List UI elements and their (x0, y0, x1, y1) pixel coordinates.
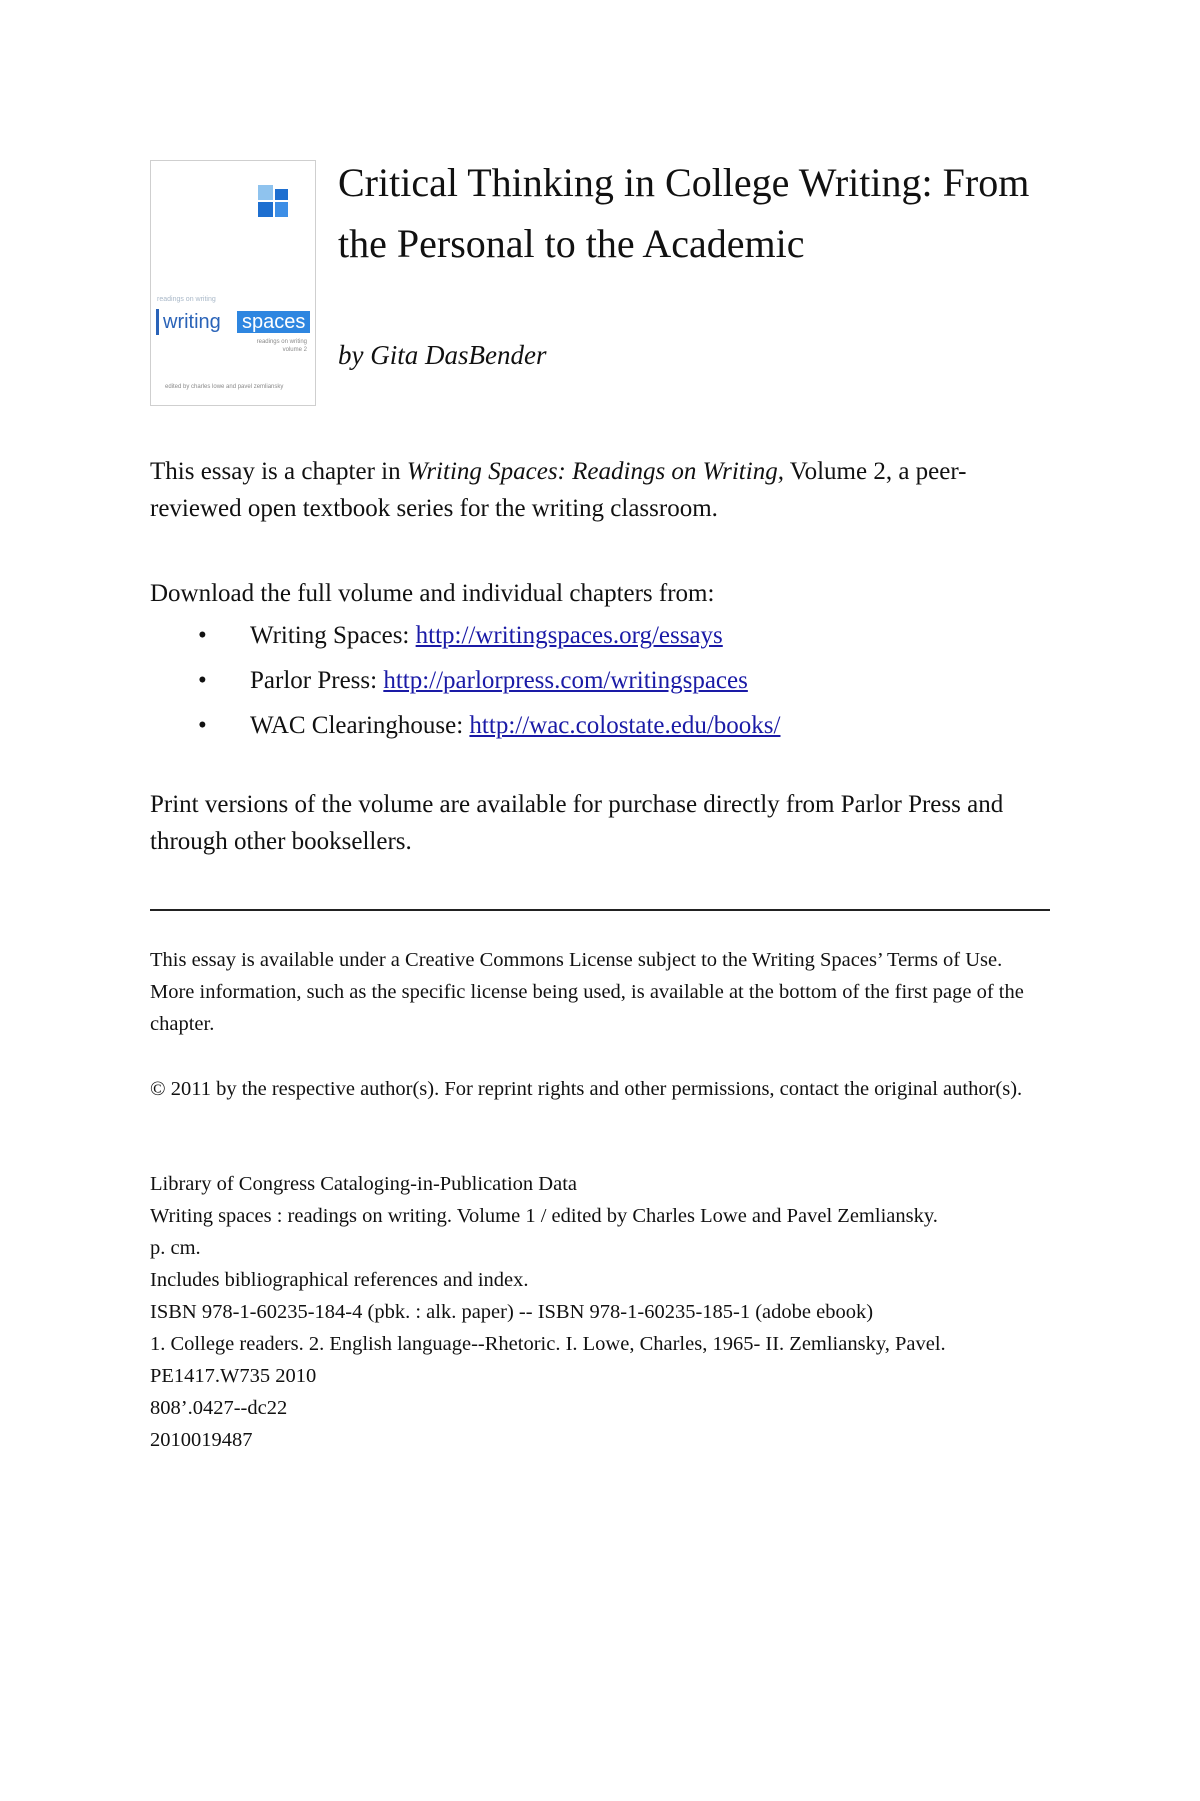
cover-brand-spaces: spaces (237, 311, 310, 333)
document-title: Critical Thinking in College Writing: From the Personal to the Academic (338, 160, 1030, 266)
cip-line: Writing spaces : readings on writing. Volume 1 / edited by Charles Lowe and Pavel Zemliansky. (150, 1205, 938, 1227)
cip-line: ISBN 978-1-60235-184-4 (pbk. : alk. paper) -- ISBN 978-1-60235-185-1 (adobe ebook) (150, 1301, 874, 1323)
cover-volume: volume 2 (282, 347, 307, 353)
cover-brand (151, 309, 315, 335)
writing-spaces-link[interactable]: http://writingspaces.org/essays (415, 622, 723, 649)
cip-line: 808’.0427--dc22 (150, 1397, 288, 1419)
section-divider (150, 909, 1050, 911)
cip-line: p. cm. (150, 1237, 201, 1259)
download-item-label: Writing Spaces: (250, 622, 416, 649)
download-heading: Download the full volume and individual chapters from: (150, 580, 715, 607)
print-versions-paragraph: Print versions of the volume are available for purchase directly from Parlor Press and through other booksellers. (150, 791, 1004, 855)
document-author: by Gita DasBender (338, 340, 547, 370)
cip-line: 2010019487 (150, 1429, 253, 1451)
cover-brand-writing: writing (156, 309, 221, 335)
download-list (150, 617, 1050, 752)
intro-paragraph (150, 453, 1050, 527)
intro-prefix: This essay is a chapter in (150, 458, 407, 485)
cover-subtitle-line: readings on writing (256, 339, 307, 345)
list-item (150, 707, 1050, 752)
download-item-label: WAC Clearinghouse: (250, 712, 470, 739)
parlor-press-link[interactable]: http://parlorpress.com/writingspaces (383, 667, 748, 694)
wac-clearinghouse-link[interactable]: http://wac.colostate.edu/books/ (469, 712, 781, 739)
cip-line: Includes bibliographical references and index. (150, 1269, 529, 1291)
cip-line: 1. College readers. 2. English language--Rhetoric. I. Lowe, Charles, 1965- II. Zemliansky, Pavel. (150, 1333, 946, 1355)
list-item (150, 617, 1050, 662)
license-paragraph: This essay is available under a Creative Commons License subject to the Writing Spaces’ Terms of Use. More information, such as the specific license being used, is available at the bottom of the first page of the chapter. (150, 949, 1024, 1035)
intro-suffix: Volume 2, a peer-reviewed open textbook series for the writing classroom. (150, 458, 967, 522)
book-cover-image (150, 160, 316, 406)
cover-tagline: readings on writing (157, 296, 216, 303)
cip-line: PE1417.W735 2010 (150, 1365, 317, 1387)
list-item (150, 662, 1050, 707)
bullet-icon: • (198, 712, 207, 739)
download-item-label: Parlor Press: (250, 667, 384, 694)
cip-data-block (150, 1168, 1050, 1456)
cover-subtitle (257, 338, 307, 354)
intro-book-title: Writing Spaces: Readings on Writing, (406, 458, 784, 485)
copyright-paragraph: © 2011 by the respective author(s). For reprint rights and other permissions, contact the original author(s). (150, 1078, 1023, 1100)
cip-line: Library of Congress Cataloging-in-Publication Data (150, 1173, 577, 1195)
bullet-icon: • (198, 622, 207, 649)
writing-spaces-logo-icon (258, 185, 292, 219)
cover-editors: edited by charles lowe and pavel zemliansky (165, 384, 284, 390)
bullet-icon: • (198, 667, 207, 694)
